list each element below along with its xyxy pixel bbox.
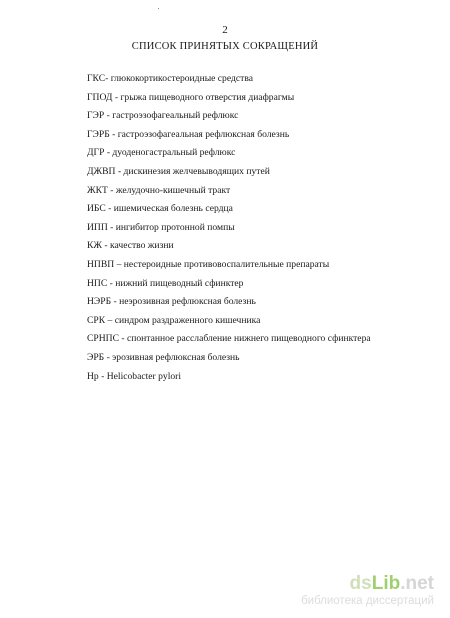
list-item: ДГР - дуоденогастральный рефлюкс [87,147,236,159]
list-item: НЭРБ - неэрозивная рефлюксная болезнь [87,296,256,308]
scan-speck [158,8,159,9]
watermark-logo-ds: ds [349,573,372,594]
list-item: ЭРБ - эрозивная рефлюксная болезнь [87,351,240,363]
list-item: ДЖВП - дискинезия желчевыводящих путей [87,165,270,177]
list-item: КЖ - качество жизни [87,240,174,252]
page-title: СПИСОК ПРИНЯТЫХ СОКРАЩЕНИЙ [131,41,319,52]
watermark-logo-net: .net [400,573,434,594]
list-item: ГЭРБ - гастроэзофагеальная рефлюксная болезнь [87,128,290,140]
list-item: ИПП - ингибитор протонной помпы [87,221,235,233]
list-item: НПВП – нестероидные противовоспалительные препараты [87,258,330,270]
list-item: ИБС - ишемическая болезнь сердца [87,203,233,215]
list-item: ЖКТ - желудочно-кишечный тракт [87,184,231,196]
list-item: ГЭР - гастроэзофагеальный рефлюкс [87,110,239,122]
watermark-logo [301,574,434,594]
list-item: НПС - нижний пищеводный сфинктер [87,277,244,289]
watermark-logo-lib: Lib [371,573,401,594]
list-item: СРК – синдром раздраженного кишечника [87,314,261,326]
list-item: ГПОД - грыжа пищеводного отверстия диафрагмы [87,91,295,103]
watermark-subtitle: библиотека диссертаций [301,595,434,607]
list-item: ГКС- глюкокортикостероидные средства [87,73,253,84]
list-item: СРНПС - спонтанное расслабление нижнего пищеводного сфинктера [87,333,371,345]
watermark [301,574,434,608]
page-number: 2 [222,24,228,36]
abbreviation-list [87,73,427,389]
list-item: Hp - Helicobacter pylori [87,370,182,382]
